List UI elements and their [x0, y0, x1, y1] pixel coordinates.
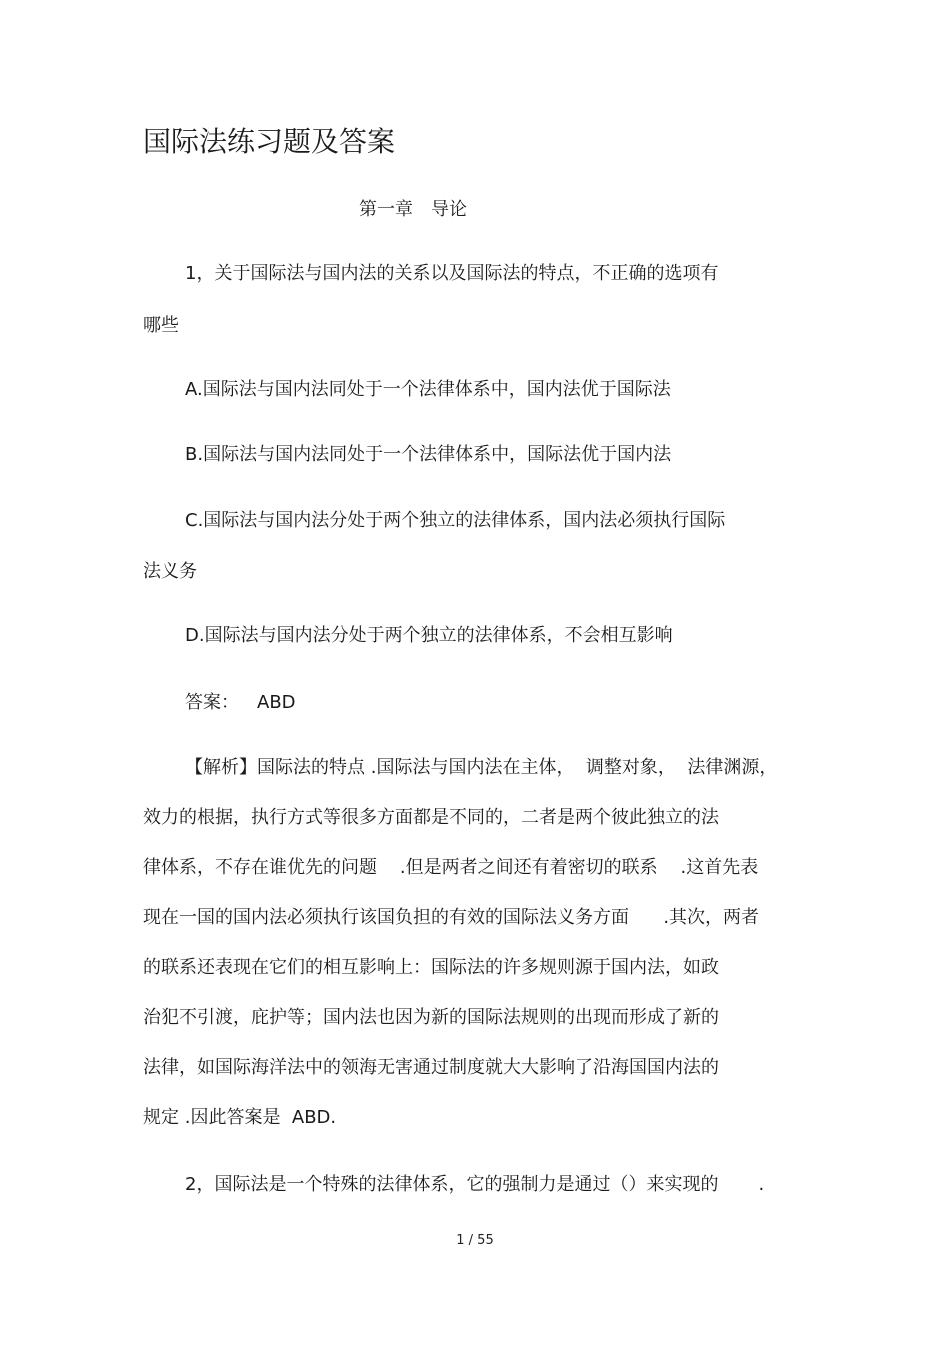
analysis-line-6: 治犯不引渡，庇护等；国内法也因为新的国际法规则的出现而形成了新的 — [143, 1007, 719, 1028]
analysis-line-1: 【解析】国际法的特点 .国际法与国内法在主体， 调整对象， 法律渊源， — [185, 757, 778, 778]
page-number: 1 / 55 — [456, 1233, 494, 1248]
question-2-stem-line-1: 2，国际法是一个特殊的法律体系，它的强制力是通过（）来实现的 . — [185, 1174, 765, 1195]
question-1-option-a: A.国际法与国内法同处于一个法律体系中，国内法优于国际法 — [185, 379, 671, 400]
document-title: 国际法练习题及答案 — [143, 125, 396, 158]
analysis-line-4: 现在一国的国内法必须执行该国负担的有效的国际法义务方面 .其次，两者 — [143, 907, 760, 928]
question-1-option-c-line-1: C.国际法与国内法分处于两个独立的法律体系，国内法必须执行国际 — [185, 510, 726, 531]
analysis-line-2: 效力的根据，执行方式等很多方面都是不同的，二者是两个彼此独立的法 — [143, 807, 719, 828]
question-1-stem-line-2: 哪些 — [143, 315, 179, 336]
analysis-line-8: 规定 .因此答案是 ABD. — [143, 1107, 337, 1128]
question-1-option-d: D.国际法与国内法分处于两个独立的法律体系，不会相互影响 — [185, 625, 673, 646]
question-1-option-b: B.国际法与国内法同处于一个法律体系中，国际法优于国内法 — [185, 444, 672, 465]
answer-value: ABD — [257, 692, 296, 713]
analysis-line-7: 法律，如国际海洋法中的领海无害通过制度就大大影响了沿海国国内法的 — [143, 1057, 719, 1078]
chapter-name: 导论 — [431, 199, 467, 220]
analysis-line-5: 的联系还表现在它们的相互影响上：国际法的许多规则源于国内法，如政 — [143, 957, 719, 978]
question-1-stem-line-1: 1，关于国际法与国内法的关系以及国际法的特点，不正确的选项有 — [185, 263, 719, 284]
chapter-heading — [359, 198, 467, 222]
chapter-number: 第一章 — [359, 199, 413, 220]
question-1-answer — [185, 691, 296, 715]
analysis-line-3: 律体系，不存在谁优先的问题 .但是两者之间还有着密切的联系 .这首先表 — [143, 857, 759, 878]
answer-label: 答案： — [185, 692, 239, 713]
question-1-option-c-line-2: 法义务 — [143, 561, 197, 582]
